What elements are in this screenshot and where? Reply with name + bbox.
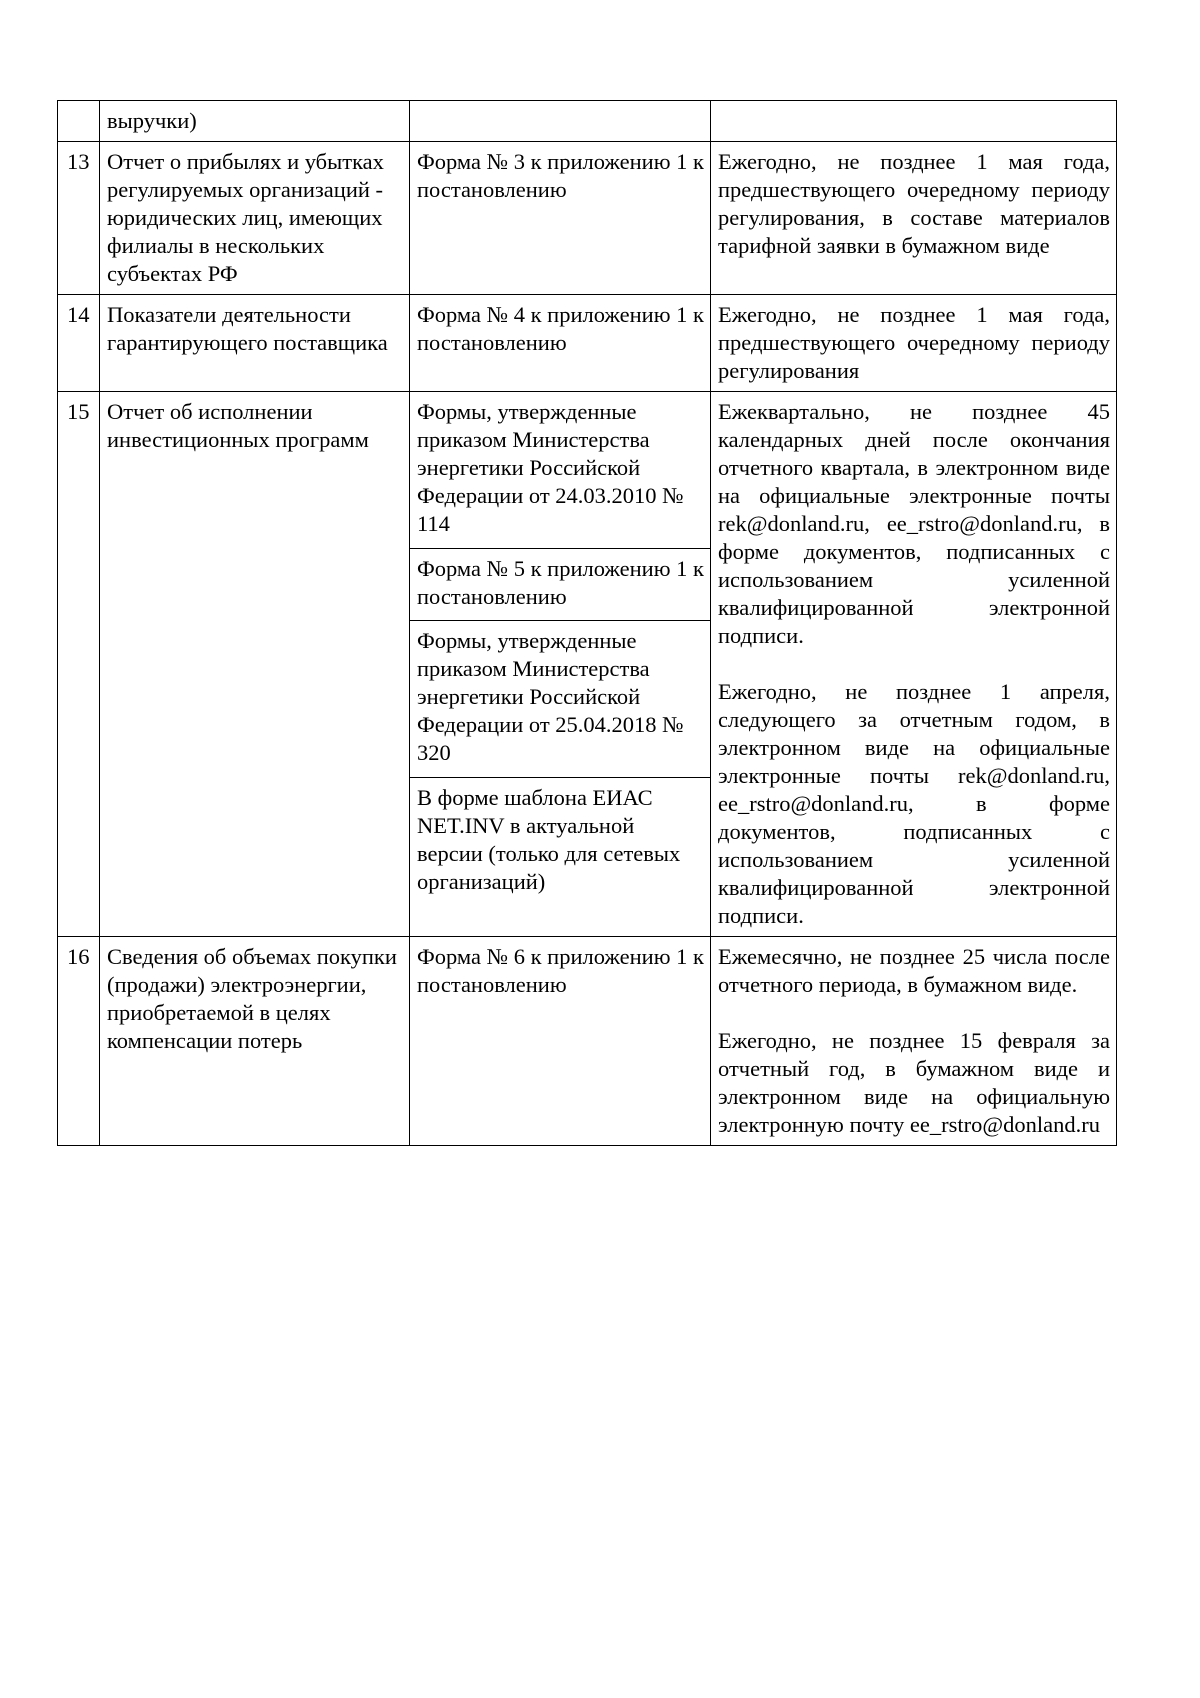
table-row — [58, 142, 1117, 295]
report-name: Показатели деятельности гарантирующего поставщика — [100, 295, 410, 392]
deadline-paragraph: Ежегодно, не позднее 1 апреля, следующего за отчетным годом, в электронном виде на официальные электронные почты rek@donland.ru, ee_rstro@donland.ru, в форме документов, подписанных с использованием усиленной квалифицированной электронной подписи. — [718, 679, 1110, 928]
deadline-paragraph: Ежеквартально, не позднее 45 календарных дней после окончания отчетного квартала, в электронном виде на официальные электронные почты rek@donland.ru, ee_rstro@donland.ru, в форме документов, подписанных с использованием усиленной квалифицированной электронной подписи. — [718, 399, 1110, 648]
report-form: Форма № 5 к приложению 1 к постановлению — [410, 549, 711, 620]
report-name: Сведения об объемах покупки (продажи) электроэнергии, приобретаемой в целях компенсации потерь — [100, 937, 410, 1146]
report-form: В форме шаблона ЕИАС NET.INV в актуальной версии (только для сетевых организаций) — [410, 778, 711, 937]
report-name: Отчет о прибылях и убытках регулируемых организаций - юридических лиц, имеющих филиалы в нескольких субъектах РФ — [100, 142, 410, 295]
report-deadline — [711, 937, 1117, 1146]
reporting-table — [57, 100, 1117, 1146]
row-number: 14 — [58, 295, 100, 392]
row-number: 15 — [58, 392, 100, 937]
table-row — [58, 392, 1117, 549]
report-form: Формы, утвержденные приказом Министерства энергетики Российской Федерации от 25.04.2018 № 320 — [410, 620, 711, 778]
report-deadline — [711, 392, 1117, 937]
report-form: Форма № 6 к приложению 1 к постановлению — [410, 937, 711, 1146]
row-number — [58, 101, 100, 142]
report-deadline: Ежегодно, не позднее 1 мая года, предшествующего очередному периоду регулирования — [711, 295, 1117, 392]
report-form: Формы, утвержденные приказом Министерства энергетики Российской Федерации от 24.03.2010 № 114 — [410, 392, 711, 549]
row-number: 13 — [58, 142, 100, 295]
report-form: Форма № 3 к приложению 1 к постановлению — [410, 142, 711, 295]
report-deadline — [711, 101, 1117, 142]
deadline-paragraph: Ежемесячно, не позднее 25 числа после отчетного периода, в бумажном виде. — [718, 944, 1110, 997]
report-form: Форма № 4 к приложению 1 к постановлению — [410, 295, 711, 392]
report-form — [410, 101, 711, 142]
row-number: 16 — [58, 937, 100, 1146]
table-row — [58, 937, 1117, 1146]
table-row — [58, 295, 1117, 392]
report-name: выручки) — [100, 101, 410, 142]
report-deadline: Ежегодно, не позднее 1 мая года, предшествующего очередному периоду регулирования, в составе материалов тарифной заявки в бумажном виде — [711, 142, 1117, 295]
report-name: Отчет об исполнении инвестиционных программ — [100, 392, 410, 937]
deadline-paragraph: Ежегодно, не позднее 15 февраля за отчетный год, в бумажном виде и электронном виде на официальную электронную почту ee_rstro@donland.ru — [718, 1028, 1110, 1137]
table-row — [58, 101, 1117, 142]
